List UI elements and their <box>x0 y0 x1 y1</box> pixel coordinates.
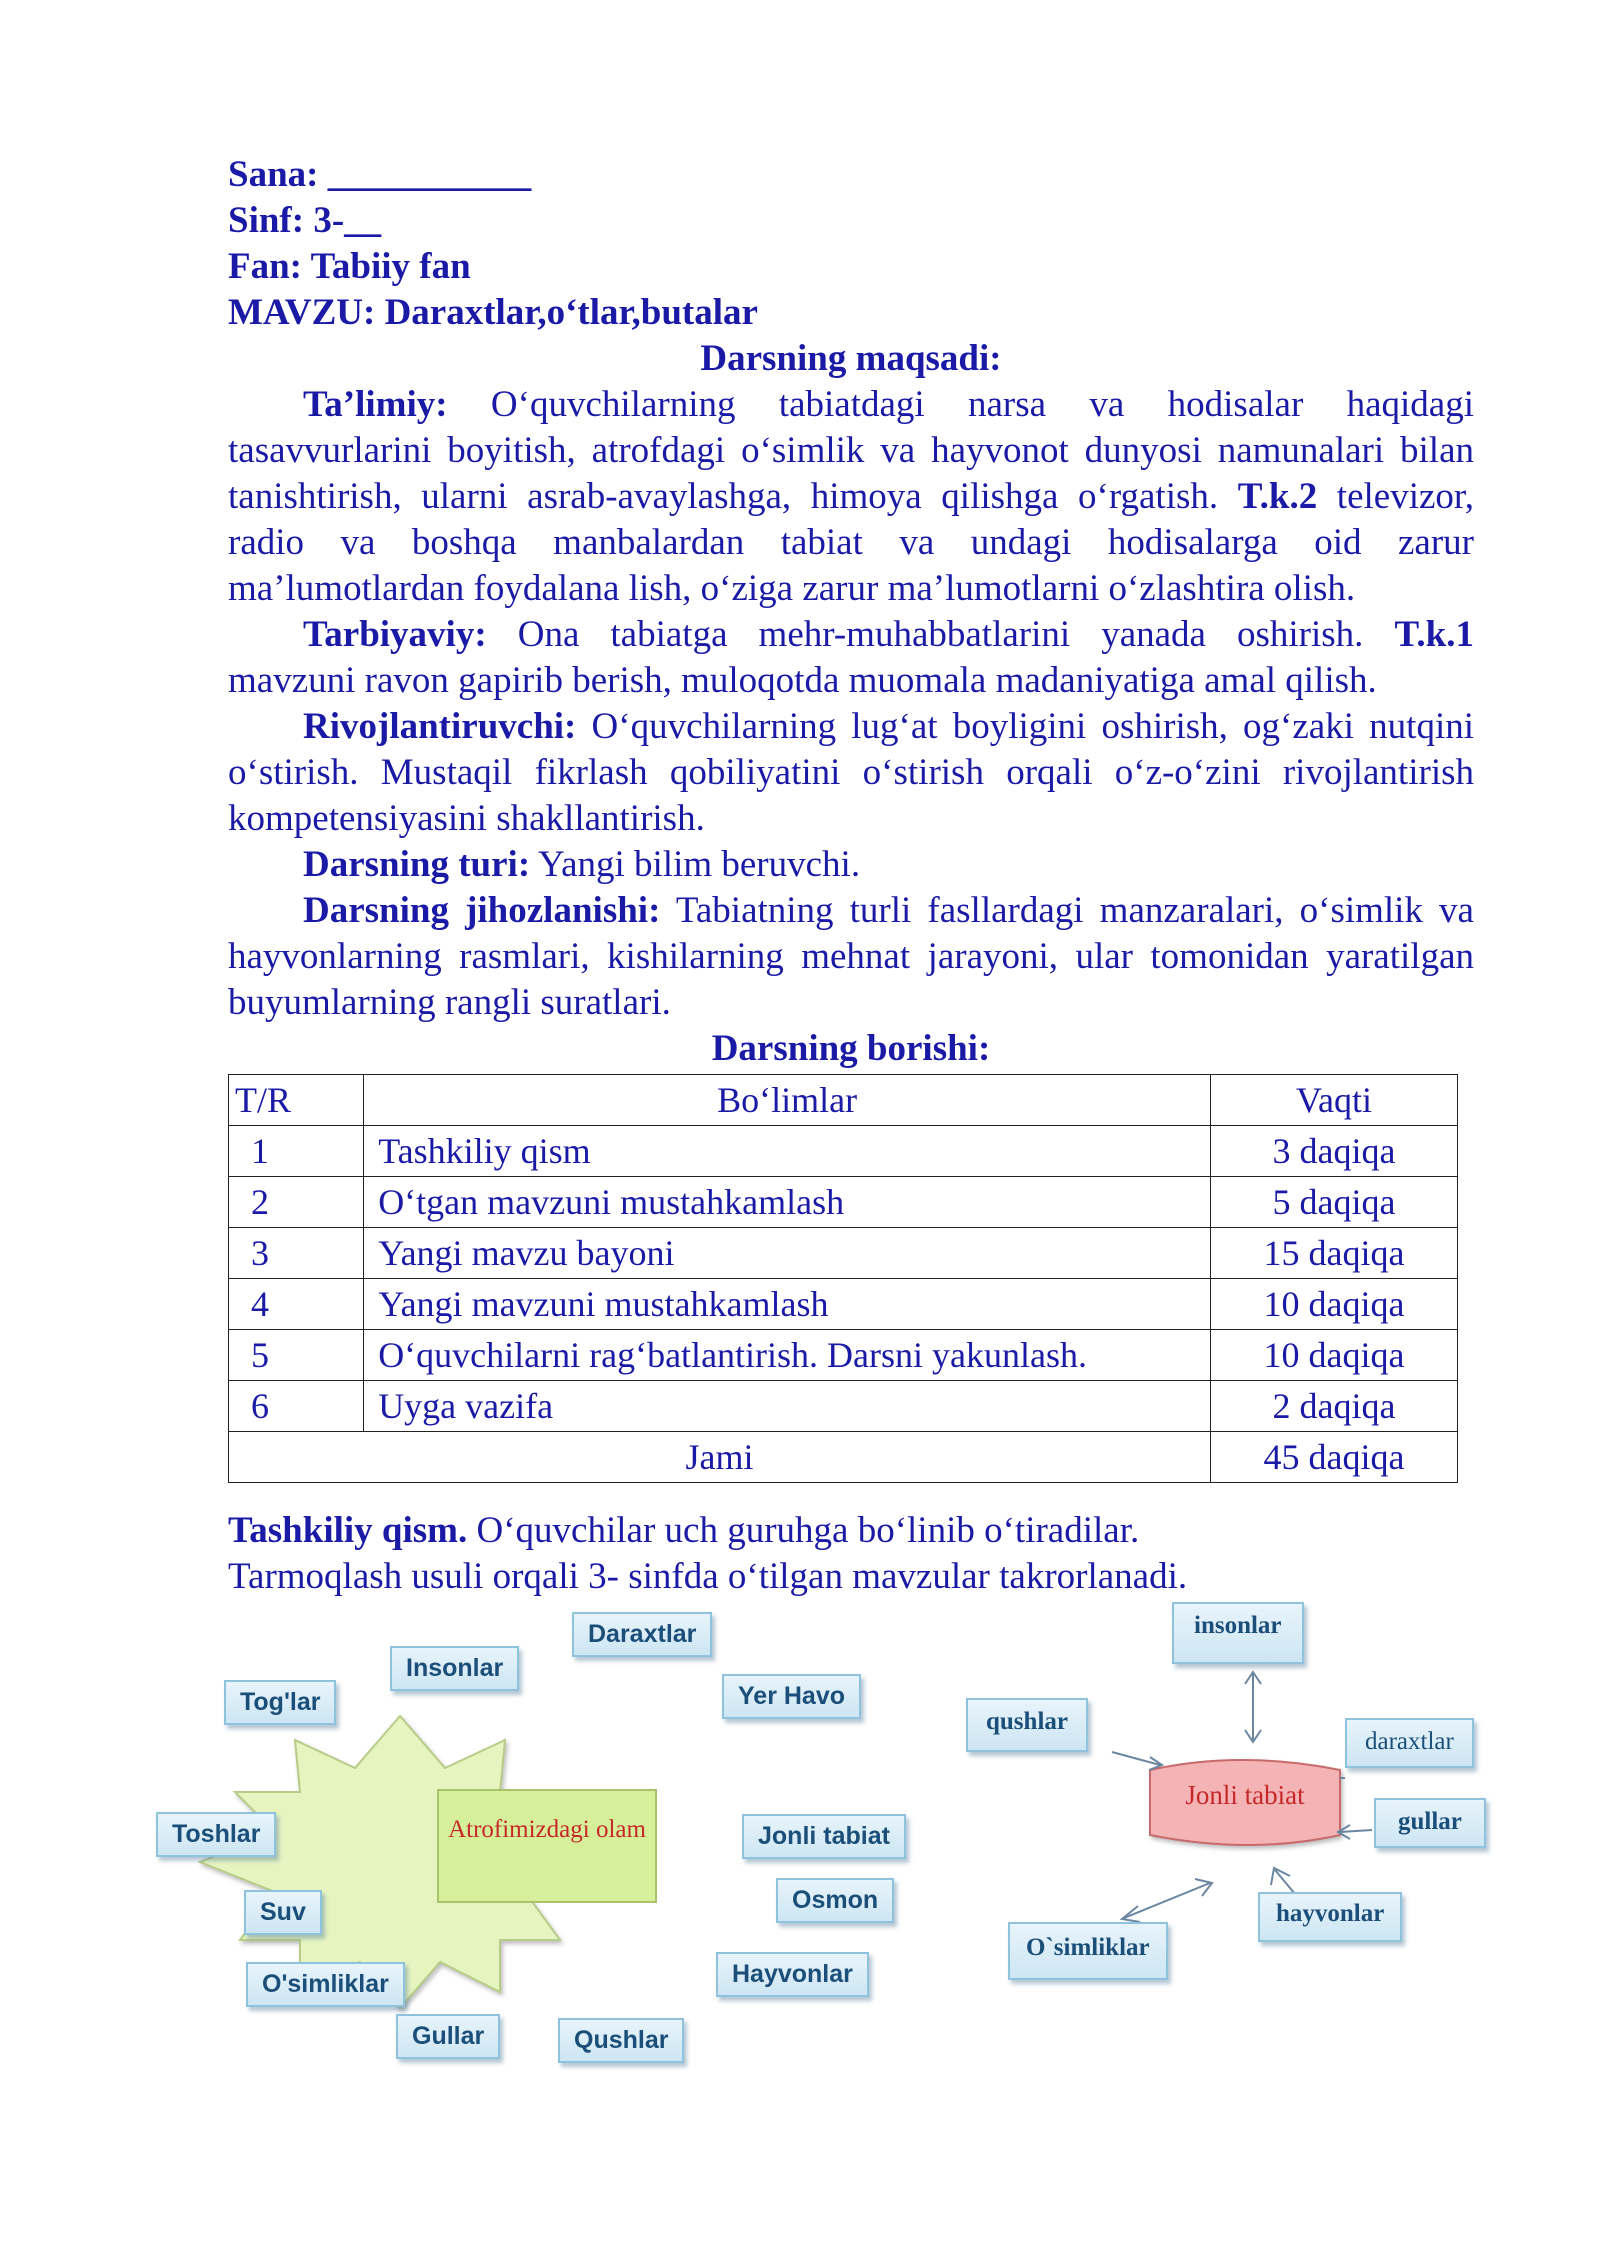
turi-paragraph <box>228 842 1474 888</box>
box-toshlar: Toshlar <box>156 1812 276 1857</box>
jonli-tabiat-label: Jonli tabiat <box>1185 1780 1305 1810</box>
table-row <box>229 1381 1458 1432</box>
row-number: 1 <box>229 1126 364 1177</box>
row-time: 2 daqiqa <box>1210 1381 1457 1432</box>
arrowhead <box>1122 1906 1140 1922</box>
box-r-daraxtlar: daraxtlar <box>1345 1718 1474 1768</box>
box-suv: Suv <box>244 1890 322 1935</box>
box-osimliklar: O'simliklar <box>246 1962 405 2007</box>
box-gullar: Gullar <box>396 2014 500 2059</box>
table-row <box>229 1279 1458 1330</box>
table-total-row <box>229 1432 1458 1483</box>
tashkiliy-line <box>228 1508 1474 1554</box>
row-number: 3 <box>229 1228 364 1279</box>
table-row <box>229 1330 1458 1381</box>
row-number: 4 <box>229 1279 364 1330</box>
rivoj-label: Rivojlantiruvchi: <box>303 706 577 747</box>
box-hayvonlar: Hayvonlar <box>716 1952 869 1997</box>
fan-line: Fan: Tabiiy fan <box>228 246 471 287</box>
box-r-qushlar: qushlar <box>966 1698 1088 1752</box>
row-section: Yangi mavzu bayoni <box>364 1228 1211 1279</box>
talimiy-text2: televizor, radio va boshqa manbalardan tabiat va undagi hodisalarga oid zarur ma’lumotlardan foydalana lish, o‘ziga zarur ma’lumotlarni o‘zlashtira olish. <box>228 476 1474 609</box>
tarbiyaviy-paragraph <box>228 612 1474 704</box>
box-jonli-tabiat: Jonli tabiat <box>742 1814 906 1859</box>
table-row <box>229 1228 1458 1279</box>
starburst-center-label: Atrofimizdagi olam <box>448 1816 646 1843</box>
table-row <box>229 1126 1458 1177</box>
row-number: 6 <box>229 1381 364 1432</box>
jihoz-text: Tabiatning turli fasllardagi manzaralari, o‘simlik va hayvonlarning rasmlari, kishilarning mehnat jarayoni, ular tomonidan yaratilgan buyumlarning rangli suratlari. <box>228 890 1474 1023</box>
table-row <box>229 1177 1458 1228</box>
tarmoqlash-line: Tarmoqlash usuli orqali 3- sinfda o‘tilgan mavzular takrorlanadi. <box>228 1556 1188 1597</box>
table-header-row <box>229 1075 1458 1126</box>
lesson-steps-table <box>228 1074 1458 1483</box>
mavzu-line: MAVZU: Daraxtlar,o‘tlar,butalar <box>228 292 758 333</box>
row-time: 10 daqiqa <box>1210 1330 1457 1381</box>
row-time: 5 daqiqa <box>1210 1177 1457 1228</box>
rivoj-paragraph <box>228 704 1474 842</box>
cluster-diagrams <box>0 1600 1600 2160</box>
row-section: O‘quvchilarni rag‘batlantirish. Darsni yakunlash. <box>364 1330 1211 1381</box>
maqsad-title: Darsning maqsadi: <box>700 338 1002 379</box>
header-tr: T/R <box>229 1075 364 1126</box>
borishi-title: Darsning borishi: <box>711 1028 991 1069</box>
header-bolimlar: Bo‘limlar <box>364 1075 1211 1126</box>
talimiy-paragraph <box>228 382 1474 612</box>
jihoz-paragraph <box>228 888 1474 1026</box>
box-r-insonlar: insonlar <box>1172 1602 1304 1664</box>
total-label: Jami <box>229 1432 1211 1483</box>
starburst-center-box <box>438 1790 656 1902</box>
box-r-hayvonlar: hayvonlar <box>1258 1892 1402 1942</box>
box-daraxtlar: Daraxtlar <box>572 1612 712 1657</box>
row-time: 15 daqiqa <box>1210 1228 1457 1279</box>
arrow-osimliklar <box>1124 1883 1210 1918</box>
rivoj-text: O‘quvchilarning lug‘at boyligini oshirish, og‘zaki nutqini o‘stirish. Mustaqil fikrlash qobiliyatini o‘stirish orqali o‘z-o‘zini rivojlantirish kompetensiyasini shakllantirish. <box>228 706 1474 839</box>
row-section: Tashkiliy qism <box>364 1126 1211 1177</box>
turi-text: Yangi bilim beruvchi. <box>538 844 861 885</box>
jihoz-label: Darsning jihozlanishi: <box>303 890 661 931</box>
arrow-gullar <box>1340 1830 1372 1832</box>
row-section: O‘tgan mavzuni mustahkamlash <box>364 1177 1211 1228</box>
box-r-gullar: gullar <box>1374 1798 1486 1848</box>
row-section: Yangi mavzuni mustahkamlash <box>364 1279 1211 1330</box>
tarbiyaviy-tk: T.k.1 <box>1394 614 1474 655</box>
turi-label: Darsning turi: <box>303 844 531 885</box>
talimiy-tk: T.k.2 <box>1237 476 1318 517</box>
tarbiyaviy-text2: mavzuni ravon gapirib berish, muloqotda muomala madaniyatiga amal qilish. <box>228 660 1377 701</box>
tashkiliy-label: Tashkiliy qism. <box>228 1510 468 1551</box>
box-insonlar: Insonlar <box>390 1646 519 1691</box>
talimiy-text: O‘quvchilarning tabiatdagi narsa va hodisalar haqidagi tasavvurlarini boyitish, atrofdagi o‘simlik va hayvonot dunyosi namunalari bilan tanishtirish, ularni asrab-avaylashga, himoya qilishga o‘rgatish. <box>228 384 1474 517</box>
row-time: 3 daqiqa <box>1210 1126 1457 1177</box>
tarbiyaviy-text: Ona tabiatga mehr-muhabbatlarini yanada oshirish. <box>517 614 1364 655</box>
box-toglar: Tog'lar <box>224 1680 336 1725</box>
tashkiliy-text: O‘quvchilar uch guruhga bo‘linib o‘tiradilar. <box>476 1510 1140 1551</box>
total-time: 45 daqiqa <box>1210 1432 1457 1483</box>
sinf-line: Sinf: 3-__ <box>228 200 382 241</box>
row-time: 10 daqiqa <box>1210 1279 1457 1330</box>
sana-line: Sana: ___________ <box>228 154 532 195</box>
header-vaqti: Vaqti <box>1210 1075 1457 1126</box>
box-qushlar: Qushlar <box>558 2018 684 2063</box>
row-number: 5 <box>229 1330 364 1381</box>
box-yer-havo: Yer Havo <box>722 1674 861 1719</box>
tarbiyaviy-label: Tarbiyaviy: <box>303 614 487 655</box>
box-osmon: Osmon <box>776 1878 894 1923</box>
box-r-osimliklar: O`simliklar <box>1008 1922 1168 1980</box>
row-number: 2 <box>229 1177 364 1228</box>
talimiy-label: Ta’limiy: <box>303 384 448 425</box>
row-section: Uyga vazifa <box>364 1381 1211 1432</box>
